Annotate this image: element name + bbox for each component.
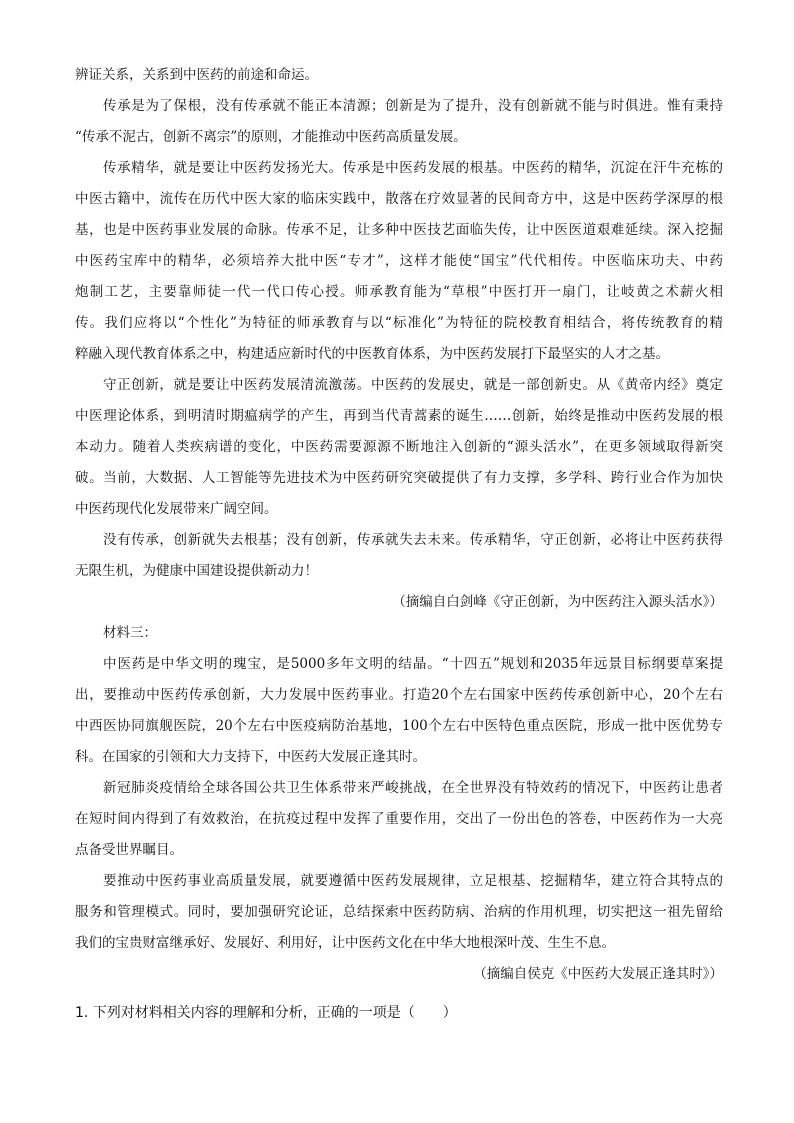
paragraph-line: 中西医协同旗舰医院，20个左右中医疫病防治基地，100个左右中医特色重点医院，形成一批中医优势专: [75, 718, 723, 734]
paragraph-line: 本动力。随着人类疾病谱的变化，中医药需要源源不断地注入创新的“源头活水”，在更多领域取得新突: [75, 439, 723, 455]
paragraph-line: 中医药现代化发展带来广阔空间。: [75, 501, 278, 517]
paragraph-line: 科。在国家的引领和大力支持下，中医药大发展正逢其时。: [75, 749, 426, 765]
paragraph-line: “传承不泥古，创新不离宗”的原则，才能推动中医药高质量发展。: [75, 129, 467, 145]
paragraph-line: 辨证关系，关系到中医药的前途和命运。: [75, 67, 318, 83]
paragraph-line: 我们的宝贵财富继承好、发展好、利用好，让中医药文化在中华大地根深叶茂、生生不息。: [75, 935, 615, 951]
section-label: 材料三：: [103, 625, 157, 641]
paragraph-line: 新冠肺炎疫情给全球各国公共卫生体系带来严峻挑战，在全世界没有特效药的情况下，中医药让患者: [103, 780, 723, 796]
paragraph-line: 传承是为了保根，没有传承就不能正本清源；创新是为了提升，没有创新就不能与时俱进。惟有秉持: [103, 98, 723, 114]
paragraph-line: 中医古籍中，流传在历代中医大家的临床实践中，散落在疗效显著的民间奇方中，这是中医药学深厚的根: [75, 191, 723, 207]
source-attribution: （摘编自侯克《中医药大发展正逢其时》）: [473, 966, 723, 982]
paragraph-line: 传。我们应将以“个性化”为特征的师承教育与以“标准化”为特征的院校教育相结合，将传统教育的精: [75, 315, 723, 331]
paragraph-line: 破。当前，大数据、人工智能等先进技术为中医药研究突破提供了有力支撑，多学科、跨行业合作为加快: [75, 470, 723, 486]
paragraph-line: 中医药宝库中的精华，必须培养大批中医“专才”，这样才能使“国宝”代代相传。中医临床功夫、中药: [75, 253, 723, 269]
paragraph-line: 粹融入现代教育体系之中，构建适应新时代的中医教育体系，为中医药发展打下最坚实的人才之基。: [75, 346, 669, 362]
paragraph-line: 没有传承，创新就失去根基；没有创新，传承就失去未来。传承精华，守正创新，必将让中医药获得: [103, 532, 723, 548]
paragraph-line: 点备受世界瞩目。: [75, 842, 183, 858]
document-body: [75, 64, 723, 994]
paragraph-line: 中医理论体系，到明清时期瘟病学的产生，再到当代青蒿素的诞生……创新，始终是推动中医药发展的根: [75, 408, 723, 424]
paragraph-line: 中医药是中华文明的瑰宝，是5000多年文明的结晶。“十四五”规划和2035年远景目标纲要草案提: [103, 656, 723, 672]
paragraph-line: 无限生机，为健康中国建设提供新动力！: [75, 563, 318, 579]
paragraph-line: 炮制工艺，主要靠师徒一代一代口传心授。师承教育能为“草根”中医打开一扇门，让岐黄之术薪火相: [75, 284, 723, 300]
question-1: 1. 下列对材料相关内容的理解和分析，正确的一项是（ ）: [75, 1005, 457, 1021]
paragraph-line: 基，也是中医药事业发展的命脉。传承不足，让多种中医技艺面临失传，让中医医道艰难延续。深入挖掘: [75, 222, 723, 238]
paragraph-line: 在短时间内得到了有效救治，在抗疫过程中发挥了重要作用，交出了一份出色的答卷，中医药作为一大亮: [75, 811, 723, 827]
paragraph-line: 出，要推动中医药传承创新，大力发展中医药事业。打造20个左右国家中医药传承创新中心，20个左右: [75, 687, 723, 703]
paragraph-line: 传承精华，就是要让中医药发扬光大。传承是中医药发展的根基。中医药的精华，沉淀在汗牛充栋的: [103, 160, 723, 176]
paragraph-line: 要推动中医药事业高质量发展，就要遵循中医药发展规律，立足根基、挖掘精华，建立符合其特点的: [103, 873, 723, 889]
paragraph-line: 守正创新，就是要让中医药发展清流激荡。中医药的发展史，就是一部创新史。从《黄帝内经》奠定: [103, 377, 723, 393]
paragraph-line: 服务和管理模式。同时，要加强研究论证，总结探索中医药防病、治病的作用机理，切实把这一祖先留给: [75, 904, 723, 920]
source-attribution: （摘编自白剑峰《守正创新，为中医药注入源头活水》）: [392, 594, 723, 610]
